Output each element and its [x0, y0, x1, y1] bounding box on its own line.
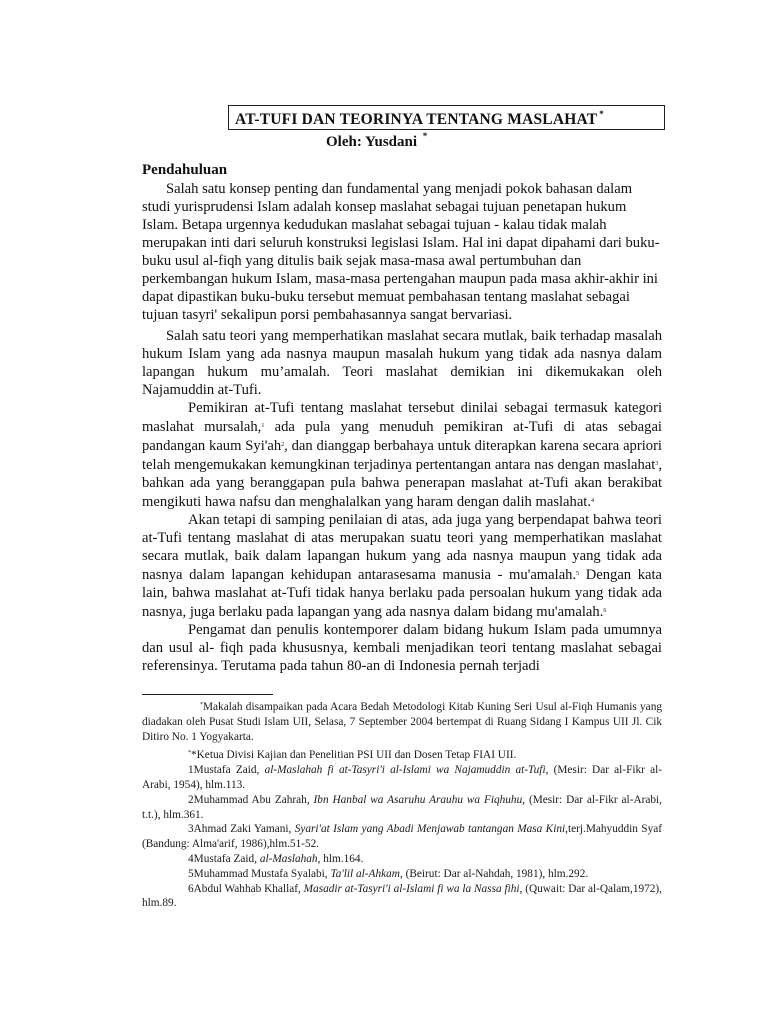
footnote-2: [142, 793, 662, 823]
footnote-3-author: 3Ahmad Zaki Yamani,: [188, 823, 295, 836]
title-footnote-mark: *: [599, 109, 604, 119]
paragraph-3: [142, 399, 662, 511]
footnote-6-author: 6Abdul Wahhab Khallaf,: [188, 882, 304, 895]
footnote-4-title: al-Maslahah: [259, 852, 318, 865]
footnote-2-pub: , (Mesir: Dar al-Fikr al-Arabi, t.t.), hlm.361.: [142, 793, 662, 821]
footnote-3: [142, 822, 662, 852]
footnotes: [142, 698, 662, 911]
footnote-ref-3: 3: [655, 461, 659, 467]
author-line: [326, 131, 427, 151]
footnote-6: [142, 882, 662, 912]
paragraph-3-text-b: ada pula yang menuduh pemikiran at-Tufi di atas sebagai pandangan kaum Syi'ah: [142, 419, 662, 454]
title-text: AT-TUFI DAN TEORINYA TENTANG MASLAHAT: [235, 111, 598, 128]
footnote-ref-6: 6: [603, 608, 607, 614]
footnote-4-pub: , hlm.164.: [317, 852, 364, 865]
paragraph-4-text-a: Akan tetapi di samping penilaian di atas, ada juga yang berpendapat bahwa teori at-Tufi tentang maslahat di atas merupakan suatu teori yang memperhatikan maslahat secara mutlak, baik dalam lapangan hukum yang ada nasnya maupun yang tidak ada nasnya dalam lapangan kehidupan antarasesama manusia - mu'amalah.: [142, 512, 662, 583]
footnote-3-title: Syari'at Islam yang Abadi Menjawab tantangan Masa Kini: [294, 823, 566, 836]
footnote-double-star-mark: *: [188, 750, 191, 757]
footnote-star-text: Makalah disampaikan pada Acara Bedah Metodologi Kitab Kuning Seri Usul al-Fiqh Humanis yang diadakan oleh Pusat Studi Islam UII, Selasa, 7 September 2004 bertempat di Ruang Sidang I Kampus UII Jl. Cik Ditiro No. 1 Yogyakarta.: [142, 701, 662, 743]
paragraph-3-text-a: Pemikiran at-Tufi tentang maslahat tersebut dinilai sebagai termasuk kategori maslahat mursalah,: [142, 400, 662, 435]
intro-section: [142, 180, 662, 324]
footnote-double-star: [142, 746, 662, 763]
section-heading: Pendahuluan: [142, 162, 228, 178]
author-text: Oleh: Yusdani: [326, 134, 418, 150]
paragraph-4: [142, 511, 662, 621]
author-footnote-mark: *: [422, 131, 428, 141]
footnote-ref-5: 5: [576, 571, 580, 577]
footnote-1-author: 1Mustafa Zaid,: [188, 764, 265, 777]
footnote-1: [142, 763, 662, 793]
footnote-double-star-text: *Ketua Divisi Kajian dan Penelitian PSI UII dan Dosen Tetap FIAI UII.: [191, 749, 517, 762]
footnote-6-title: Masadir at-Tasyri'i al-Islami fi wa la Nassa fihi: [303, 882, 520, 895]
footnote-star-mark: *: [200, 702, 203, 708]
footnote-2-title: Ibn Hanbal wa Asaruhu Arauhu wa Fiqhuhu: [313, 793, 523, 806]
footnote-4-author: 4Mustafa Zaid,: [188, 852, 260, 865]
footnote-5-pub: , (Beirut: Dar al-Nahdah, 1981), hlm.292.: [399, 867, 589, 880]
footnote-2-author: 2Muhammad Abu Zahrah,: [188, 793, 314, 806]
paragraph-4-text-b: Dengan kata lain, bahwa maslahat at-Tufi tidak hanya berlaku pada persoalan hukum yang tidak ada nasnya, juga berlaku pada lapangan yang ada nasnya dalam bidang mu'amalah.: [142, 567, 662, 620]
footnote-1-title: al-Maslahah fi at-Tasyri'i al-Islami wa Najamuddin at-Tufi: [264, 764, 546, 777]
footnote-5-author: 5Muhammad Mustafa Syalabi,: [188, 867, 331, 880]
footnote-4: [142, 852, 662, 867]
paragraph-1: Salah satu konsep penting dan fundamental yang menjadi pokok bahasan dalam studi yurisprudensi Islam adalah konsep maslahat sebagai tujuan penetapan hukum Islam. Betapa urgennya kedudukan maslahat sebagai tujuan - kalau tidak malah merupakan inti dari seluruh konstruksi legislasi Islam. Hal ini dapat dipahami dari buku-buku usul al-fiqh yang ditulis baik sejak masa-masa awal pertumbuhan dan perkembangan hukum Islam, masa-masa pertengahan maupun pada masa akhir-akhir ini dapat dipastikan buku-buku tersebut memuat pembahasan tentang maslahat sebagai tujuan tasyri' sekalipun porsi pembahasannya sangat bervariasi.: [142, 181, 660, 323]
body-section: [142, 327, 662, 675]
footnote-3-pub: ,terj.Mahyuddin Syaf (Bandung: Alma'arif, 1986),hlm.51-52.: [142, 823, 662, 851]
footnote-divider: [142, 694, 273, 695]
footnote-ref-4: 4: [591, 498, 595, 504]
footnote-5: [142, 867, 662, 882]
paragraph-2: Salah satu teori yang memperhatikan maslahat secara mutlak, baik terhadap masalah hukum Islam yang ada nasnya maupun masalah hukum yang tidak ada nasnya dalam lapangan hukum mu’amalah. Teori maslahat demikian ini dikemukakan oleh Najamuddin at-Tufi.: [142, 328, 662, 398]
footnote-ref-2: 2: [281, 442, 285, 448]
footnote-6-pub: , (Quwait: Dar al-Qalam,1972), hlm.89.: [142, 882, 663, 910]
paragraph-5: Pengamat dan penulis kontemporer dalam bidang hukum Islam pada umumnya dan usul al- fiqh pada khususnya, kembali menjadikan teori tentang maslahat sebagai referensinya. Terutama pada tahun 80-an di Indonesia pernah terjadi: [142, 622, 662, 674]
footnote-ref-1: 1: [261, 423, 265, 429]
paragraph-3-text-d: , bahkan ada yang beranggapan pula bahwa penerapan maslahat at-Tufi akan berakibat mengikuti hawa nafsu dan menghalalkan yang haram dengan dalih maslahat.: [142, 457, 662, 510]
footnote-1-pub: , (Mesir: Dar al-Fikr al-Arabi, 1954), hlm.113.: [142, 764, 662, 791]
footnote-5-title: Ta'lil al-Ahkam: [330, 867, 400, 880]
paragraph-3-text-c: , dan dianggap berbahaya untuk diterapkan karena secara apriori telah mengemukakan kemungkinan terjadinya pertentangan antara nas dengan maslahat: [142, 438, 662, 473]
footnote-star: [142, 698, 662, 744]
document-title: [228, 105, 665, 130]
